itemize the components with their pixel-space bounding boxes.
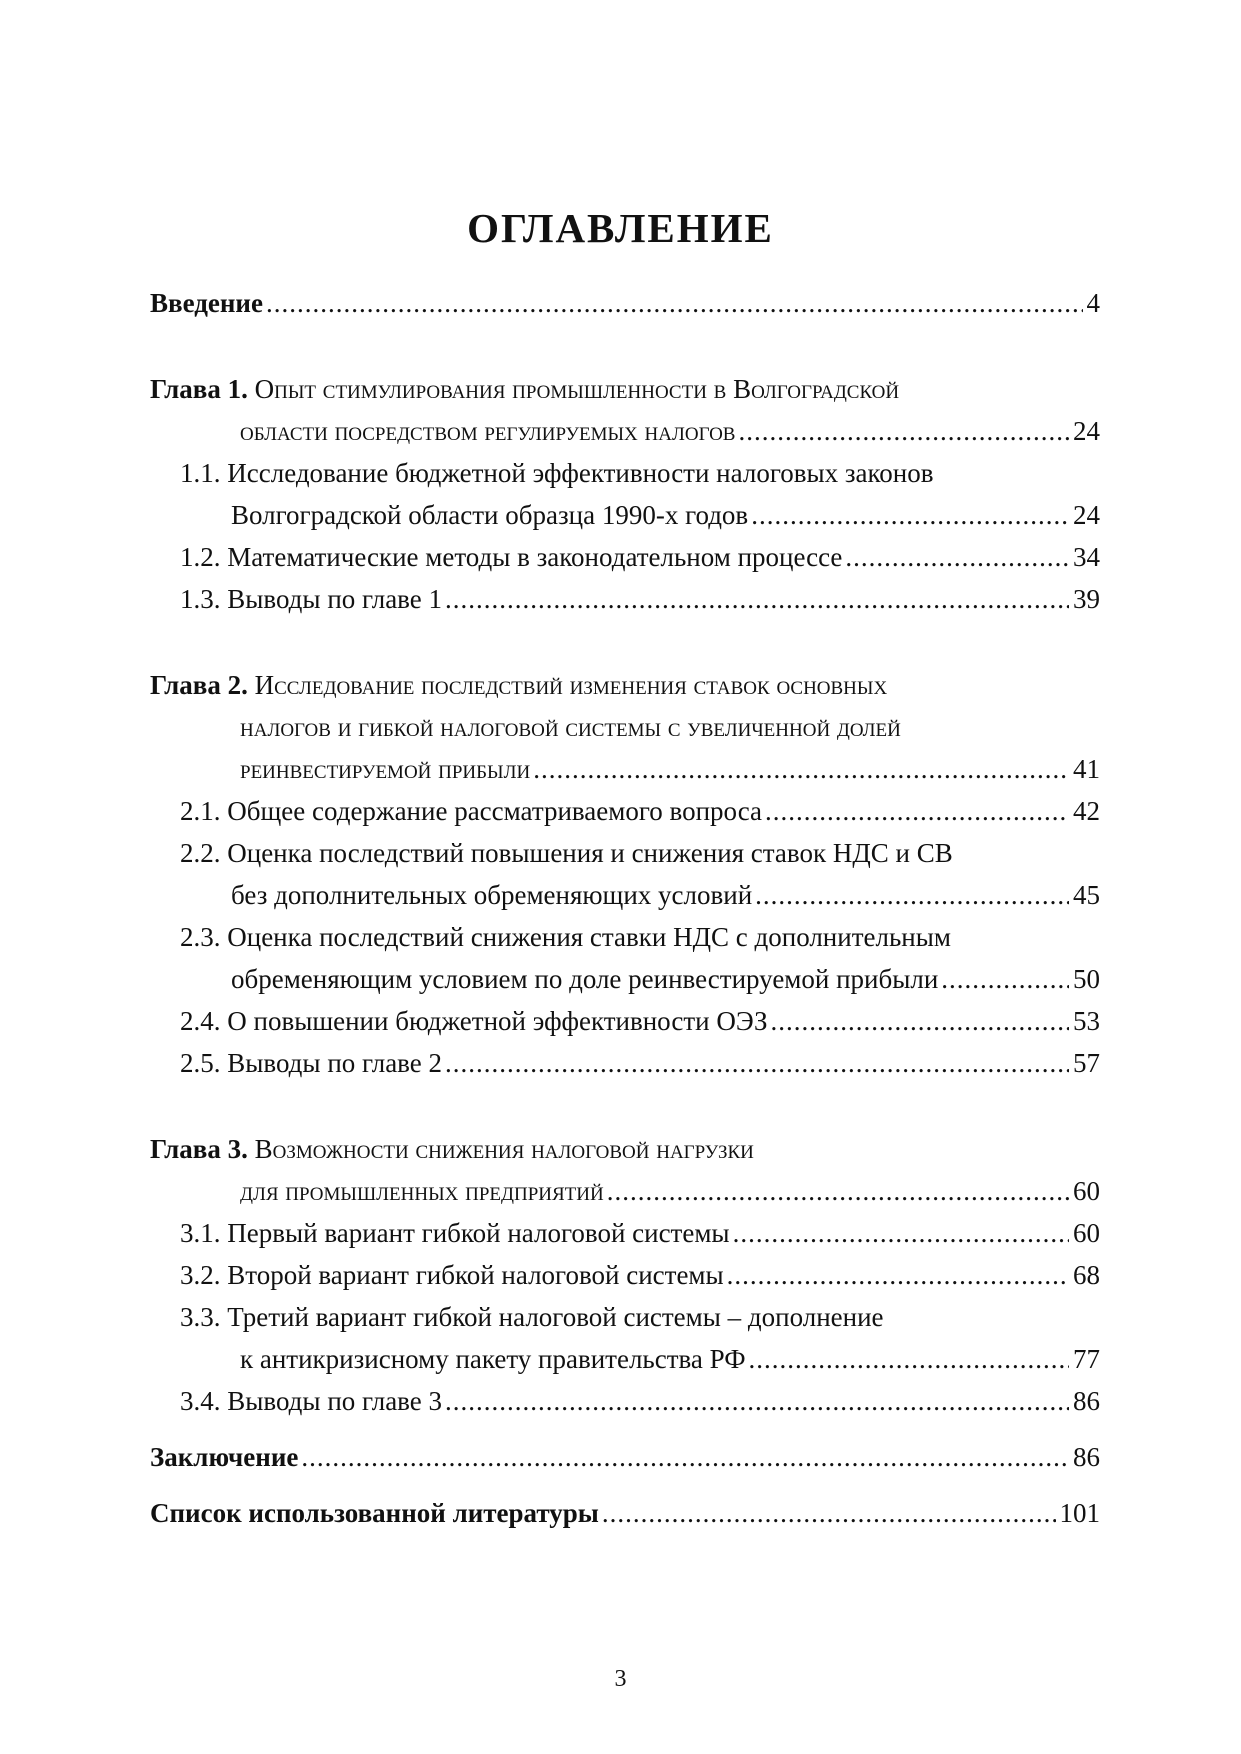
toc-chapter-3-cont[interactable] (150, 1170, 1100, 1212)
section-title: О повышении бюджетной эффективности ОЭЗ (227, 1006, 768, 1036)
section-title: к антикризисному пакету правительства РФ (240, 1344, 746, 1374)
toc-page: 45 (1073, 880, 1100, 910)
section-title: Оценка последствий снижения ставки НДС с дополнительным (227, 922, 951, 952)
dot-leader (442, 1042, 1069, 1084)
toc-section-2-2[interactable] (150, 832, 1100, 874)
toc-page: 39 (1073, 584, 1100, 614)
toc-section-2-5[interactable] (150, 1042, 1100, 1084)
dot-leader (752, 874, 1069, 916)
section-title: обременяющим условием по доле реинвестируемой прибыли (231, 964, 939, 994)
toc-chapter-2[interactable] (150, 664, 1100, 706)
page-number: 3 (614, 1666, 627, 1692)
chapter-title: Исследование последствий изменения ставок основных (254, 670, 888, 700)
toc-section-2-2-cont[interactable] (150, 874, 1100, 916)
chapter-label: Глава 1. (150, 374, 248, 404)
toc-label: Заключение (150, 1442, 299, 1472)
toc-page: 24 (1073, 416, 1100, 446)
section-number: 3.2. (180, 1260, 221, 1290)
dot-leader (768, 1000, 1069, 1042)
chapter-title: Возможности снижения налоговой нагрузки (254, 1134, 754, 1164)
chapter-title: Опыт стимулирования промышленности в Волгоградской (254, 374, 900, 404)
toc-page: 57 (1073, 1048, 1100, 1078)
dot-leader (442, 578, 1069, 620)
section-number: 2.1. (180, 796, 221, 826)
section-title: Выводы по главе 2 (227, 1048, 442, 1078)
toc-section-1-3[interactable] (150, 578, 1100, 620)
dot-leader (748, 494, 1069, 536)
section-number: 1.2. (180, 542, 221, 572)
section-title: Волгоградской области образца 1990-х годов (231, 500, 749, 530)
table-of-contents (150, 282, 1100, 1534)
dot-leader (842, 536, 1069, 578)
toc-page: 77 (1073, 1344, 1100, 1374)
section-title: Оценка последствий повышения и снижения ставок НДС и СВ (227, 838, 953, 868)
toc-page: 4 (1086, 288, 1100, 318)
toc-section-2-4[interactable] (150, 1000, 1100, 1042)
dot-leader (938, 958, 1069, 1000)
toc-label: Список использованной литературы (150, 1498, 599, 1528)
toc-page: 50 (1073, 964, 1100, 994)
dot-leader (604, 1170, 1069, 1212)
section-title: Общее содержание рассматриваемого вопроса (227, 796, 762, 826)
toc-chapter-1-cont[interactable] (150, 410, 1100, 452)
dot-leader (599, 1492, 1056, 1534)
section-title: Выводы по главе 1 (227, 584, 442, 614)
dot-leader (530, 748, 1069, 790)
toc-section-3-1[interactable] (150, 1212, 1100, 1254)
section-number: 1.1. (180, 458, 221, 488)
chapter-title: реинвестируемой прибыли (240, 754, 531, 784)
toc-page: 53 (1073, 1006, 1100, 1036)
toc-page: 60 (1073, 1218, 1100, 1248)
toc-section-2-3-cont[interactable] (150, 958, 1100, 1000)
toc-page: 42 (1073, 796, 1100, 826)
toc-page: 60 (1073, 1176, 1100, 1206)
toc-section-3-3-cont[interactable] (150, 1338, 1100, 1380)
section-title: Второй вариант гибкой налоговой системы (227, 1260, 724, 1290)
dot-leader (298, 1436, 1069, 1478)
section-title: Исследование бюджетной эффективности налоговых законов (227, 458, 934, 488)
section-number: 3.1. (180, 1218, 221, 1248)
dot-leader (263, 282, 1083, 324)
dot-leader (442, 1380, 1069, 1422)
dot-leader (730, 1212, 1069, 1254)
toc-section-3-3[interactable] (150, 1296, 1100, 1338)
dot-leader (724, 1254, 1069, 1296)
page-title: ОГЛАВЛЕНИЕ (467, 205, 774, 251)
toc-page: 41 (1073, 754, 1100, 784)
toc-section-1-1[interactable] (150, 452, 1100, 494)
toc-chapter-2-cont[interactable] (150, 706, 1100, 748)
chapter-label: Глава 2. (150, 670, 248, 700)
section-number: 2.5. (180, 1048, 221, 1078)
toc-entry-references[interactable] (150, 1492, 1100, 1534)
section-title: Первый вариант гибкой налоговой системы (227, 1218, 730, 1248)
toc-page: 24 (1073, 500, 1100, 530)
toc-section-3-2[interactable] (150, 1254, 1100, 1296)
section-title: Математические методы в законодательном процессе (227, 542, 843, 572)
toc-entry-conclusion[interactable] (150, 1436, 1100, 1478)
section-number: 1.3. (180, 584, 221, 614)
toc-chapter-1[interactable] (150, 368, 1100, 410)
toc-section-2-3[interactable] (150, 916, 1100, 958)
toc-page: 68 (1073, 1260, 1100, 1290)
section-title: без дополнительных обременяющих условий (231, 880, 753, 910)
toc-page: 101 (1059, 1498, 1100, 1528)
section-number: 2.4. (180, 1006, 221, 1036)
toc-page: 34 (1073, 542, 1100, 572)
chapter-title: налогов и гибкой налоговой системы с увеличенной долей (240, 712, 901, 742)
toc-page: 86 (1073, 1386, 1100, 1416)
section-number: 2.2. (180, 838, 221, 868)
toc-label: Введение (150, 288, 263, 318)
toc-section-1-2[interactable] (150, 536, 1100, 578)
section-number: 3.4. (180, 1386, 221, 1416)
toc-entry-intro[interactable] (150, 282, 1100, 324)
section-title: Выводы по главе 3 (227, 1386, 442, 1416)
chapter-title: области посредством регулируемых налогов (240, 416, 736, 446)
toc-chapter-3[interactable] (150, 1128, 1100, 1170)
section-number: 2.3. (180, 922, 221, 952)
toc-section-1-1-cont[interactable] (150, 494, 1100, 536)
section-number: 3.3. (180, 1302, 221, 1332)
dot-leader (762, 790, 1069, 832)
toc-section-2-1[interactable] (150, 790, 1100, 832)
toc-section-3-4[interactable] (150, 1380, 1100, 1422)
dot-leader (746, 1338, 1069, 1380)
toc-chapter-2-cont[interactable] (150, 748, 1100, 790)
chapter-label: Глава 3. (150, 1134, 248, 1164)
chapter-title: для промышленных предприятий (240, 1176, 604, 1206)
section-title: Третий вариант гибкой налоговой системы – дополнение (227, 1302, 884, 1332)
dot-leader (735, 410, 1069, 452)
toc-page: 86 (1073, 1442, 1100, 1472)
